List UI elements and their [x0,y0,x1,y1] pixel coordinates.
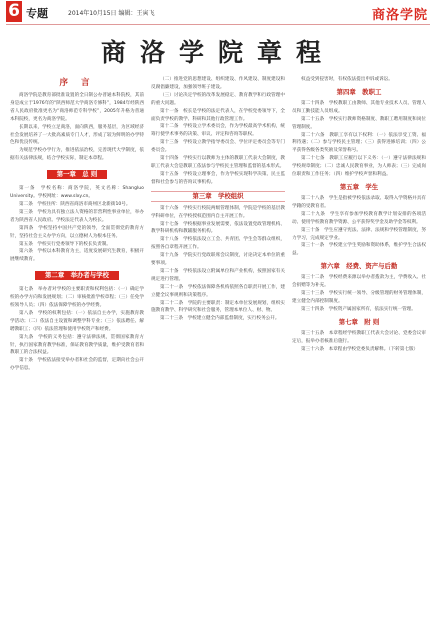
paragraph: 第十六条 学校实行校院两级管理体制，学院是学校的基层教学科研单位，在学校授权范围内自主开展工作。 [151,205,285,219]
paragraph: （二）推进党的思想建设、组织建设、作风建设、制度建设和反腐倡廉建设，加强领导班子建设。 [151,77,285,90]
paragraph: 第十五条 学校设立理事会，作为学校实现科学决策、民主监督和社会参与的咨询议事机构。 [151,171,285,185]
paragraph: （三）讨论决定学校的改革发展稳定、教育教学和行政管理中的重大问题。 [151,92,285,106]
paragraph: 第二十二条 学院的主要职责：制定本单位发展规划，组织实施教育教学、科学研究和社会服务，管理本单位人、财、物。 [151,300,285,314]
heading-wrapper [10,166,144,182]
paragraph: 第三十一条 学校建立学生奖励和资助体系，维护学生合法权益。 [292,243,426,257]
section-heading: 序 言 [59,78,95,88]
paragraph: 第十四条 学校实行以教师为主体的教职工代表大会制度，教职工代表大会是教职工依法参与学校民主管理和监督的基本形式。 [151,156,285,169]
paragraph: 第十八条 学校依法设立工会、共青团、学生会等群众组织，按照各自章程开展工作。 [151,237,285,251]
heading-wrapper [292,88,426,97]
paragraph: 第十七条 学校根据事业发展需要，依法设置党政管理机构、教学科研机构和教辅服务机构。 [151,221,285,235]
paragraph: 第十三条 学校设立教学指导委员会、学位评定委员会等专门委员会。 [151,140,285,154]
paragraph: 第二十八条 学生是指被学校依法录取、取得入学资格并具有学籍的受教育者。 [292,195,426,209]
section-heading: 第一章 总 则 [47,170,108,179]
paragraph: 第三十六条 本章程由学校党委负责解释。（下转第七版） [301,346,419,352]
masthead-brand: 商洛学院 [371,8,428,23]
paragraph: 第三十四条 学校资产属国家所有，依法实行统一管理。 [301,306,416,312]
paragraph: 第二十六条 教职工享有以下权利：（一）依法享受工资、福利待遇；（二）参与学校民主管理；（三）获得进修培训；（四）公平获得各级各类奖励及荣誉称号。 [292,132,426,154]
paragraph: 第三十三条 学校实行统一领导、分级管理的财务管理体制，建立健全内部控制制度。 [292,291,426,304]
paragraph: 第五条 学校实行党委领导下的校长负责制。 [19,241,111,247]
heading-wrapper [10,79,144,88]
section-heading: 第六章 经费、资产与后勤 [320,262,398,271]
text-column-3 [292,76,426,634]
article-title: 商洛学院章程 [100,38,335,67]
paragraph: 第四条 学校坚持中国共产党的领导，全面贯彻党的教育方针，坚持社会主义办学方向，以立德树人为根本任务。 [10,225,144,239]
paragraph: 第十条 学校依法接受举办者和社会的监督，定期向社会公开办学信息。 [10,358,144,372]
heading-wrapper [10,267,144,283]
paragraph: 第三十二条 学校经费来源以举办者拨款为主，学费收入、社会捐赠等为补充。 [292,275,426,289]
section-heading: 第二章 举办者与学校 [35,271,119,280]
heading-wrapper [151,191,285,202]
paragraph: 第三条 学校为具有独立法人资格的非营利性事业单位，举办者为陕西省人民政府。学校法定代表人为校长。 [10,209,144,223]
paragraph: 第七条 举办者对学校的主要职责和权利包括：（一）确定学校的办学方向和发展规划；（二）审核批准学校章程；（三）任免学校领导人员；（四）依法保障学校的办学经费。 [10,287,144,309]
paragraph: 为规范学校办学行为，推进依法治校，完善现代大学制度，依据有关法律法规，结合学校实际，制定本章程。 [10,148,144,162]
paragraph: 第二十四条 学校教职工由教师、其他专业技术人员、管理人员和工勤技能人员组成。 [292,100,426,114]
section-label: 专题 [26,7,48,20]
paragraph: 第六条 学校以本科教育为主，适度发展研究生教育，积极开展继续教育。 [10,249,144,263]
paragraph: 第二十条 学校依法设立附属单位和产业机构，按照国家有关规定进行管理。 [151,268,285,282]
paragraph: 第十九条 学院实行党政联席会议制度，讨论决定本单位的重要事项。 [151,253,285,267]
paragraph: 第九条 学校的义务包括：遵守法律法规，贯彻国家教育方针，执行国家教育教学标准，保证教育教学质量，维护受教育者和教职工的合法权益。 [10,334,144,356]
section-heading: 第三章 学校组织 [151,191,285,202]
paragraph: 商洛学院是教育部批准设置的全日制公办普通本科院校，其前身是成立于1976年的“陕西师范大学商洛专修科”，1984年经陕西省人民政府批准更名为“商洛师范专科学校”，2005年升格为普通本科院校，更名为商洛学院。 [10,93,144,122]
section-heading: 第七章 附 则 [338,317,380,326]
paragraph: 第一条 学校名称：商洛学院，英文名称：Shangluo University。学校网址：www.slxy.cn。 [10,186,144,200]
paragraph: 第十一条 校长是学校的法定代表人，在学校党委领导下，全面负责学校的教学、科研和其他行政管理工作。 [151,108,285,122]
section-heading: 第四章 教职工 [336,87,382,96]
paragraph: 第二十三条 学校建立健全内部监督制度，实行校务公开。 [160,316,280,322]
heading-wrapper [292,262,426,271]
paragraph: 第三十五条 本章程经学校教职工代表大会讨论、党委会议审定后，报举办者核准后施行。 [292,330,426,344]
page-header [6,0,430,25]
heading-wrapper [292,318,426,327]
section-heading: 第五章 学生 [339,182,379,191]
paragraph: 第三十条 学生应遵守宪法、法律、法规和学校管理制度，努力学习，完成规定学业。 [292,227,426,241]
paragraph: 第二十九条 学生享有参加学校教育教学计划安排的各项活动、使用学校教育教学资源、公平获得奖学金及助学金等权利。 [292,211,426,225]
paragraph: 第二十七条 教职工应履行以下义务：（一）遵守法律法规和学校规章制度；（二）忠诚人民教育事业，为人师表；（三）完成岗位职责和工作任务；（四）维护学校声誉和利益。 [292,156,426,178]
text-column-2 [151,76,285,634]
paragraph: 第二条 学校住所：陕西省商洛市商州区北新街10号。 [19,201,131,207]
paragraph: 第二十五条 学校实行教师资格制度、教职工聘用制度和岗位管理制度。 [292,116,426,130]
paragraph: 第八条 学校的权利包括：（一）依法自主办学，实施教育教学活动；（二）依法自主设置和调整学科专业；（三）依法聘任、解聘教职工；（四）依法管理和使用学校资产和经费。 [10,310,144,332]
paragraph: 长期以来，学校立足商洛，面向陕西，服务基层，为区域经济社会发展培养了一大批高素质专门人才，形成了较为鲜明的办学特色和优良传统。 [10,124,144,146]
dateline: 2014年10月15日 编辑：王寅飞 [68,10,155,17]
paragraph: 第二十一条 学校依法保障各机构依照各自职责开展工作，建立健全议事规则和决策程序。 [151,284,285,298]
paragraph: 第十二条 学校设立学术委员会，作为学校最高学术机构，统筹行使学术事务的决策、审议、评定和咨询等职权。 [151,124,285,138]
paragraph: 权益受到侵害时，有权依法提出申诉或诉讼。 [301,77,393,82]
page-number: 6 [6,1,22,22]
text-column-1 [10,76,144,634]
heading-wrapper [292,183,426,192]
